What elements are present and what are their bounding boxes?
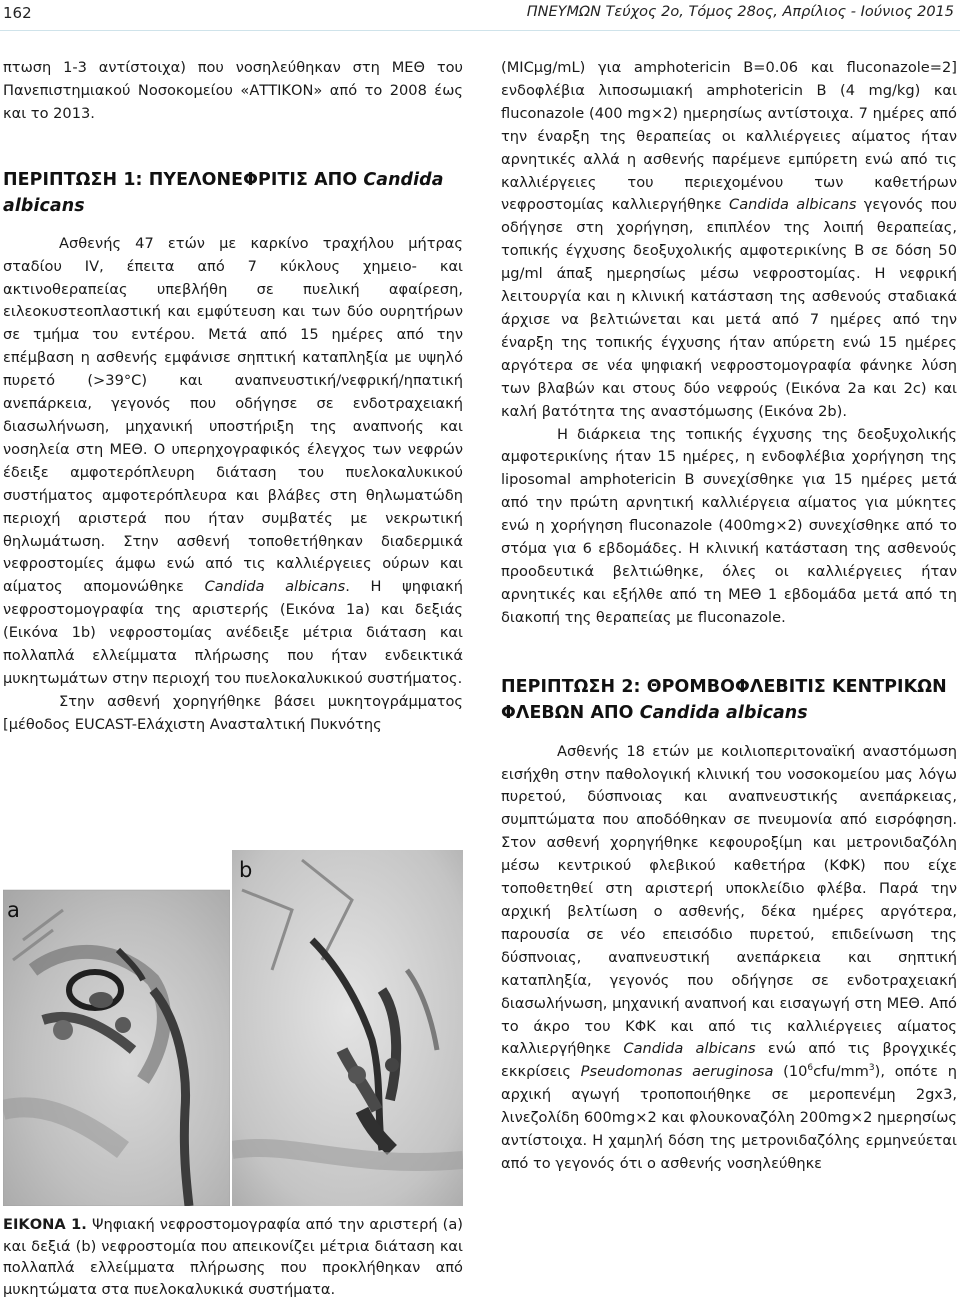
left-column <box>3 57 463 737</box>
case2-text-b: ενώ από τις βρογχικές εκκρίσεις <box>501 1040 958 1081</box>
caption-label: ΕΙΚΟΝΑ 1. <box>3 1216 87 1233</box>
case1-heading-species: Candida albicans <box>3 169 444 216</box>
case1-cont-species: Candida albicans <box>729 196 857 214</box>
case2-text-c: (10 <box>783 1063 808 1081</box>
case2-heading <box>501 674 957 726</box>
case2-text-d: cfu/mm <box>813 1063 869 1081</box>
case2-paragraph <box>501 741 957 1176</box>
case2-species-2: Pseudomonas aeruginosa <box>580 1063 774 1081</box>
case2-text-e: ), οπότε η αρχική αγωγή τροποποιήθηκε σε μεροπενέμη 2gx3, λινεζολίδη 600mg×2 και φλουκοναζόλη 200mg×2 ημερησίως αντίστοιχα. Η χαμηλή δόση της μετρονιδαζόλης ερμηνεύεται από το γεγονός ότι ο ασθενής νοσηλεύθηκε <box>501 1063 957 1172</box>
figure-1 <box>3 850 463 1208</box>
header-rule <box>0 30 960 31</box>
figure-1b-panel <box>232 850 463 1206</box>
running-header <box>0 0 960 31</box>
case2-heading-species: Candida albicans <box>639 702 808 723</box>
case2-species-1: Candida albicans <box>623 1040 756 1058</box>
right-column <box>501 57 957 1176</box>
case1-outcome-paragraph: Η διάρκεια της τοπικής έγχυσης της δεοξυχολικής αμφοτερικίνης ήταν 15 ημέρες, η ενδοφλέβια χορήγηση της liposomal amphotericin B συνεχίσθηκε για 15 ημέρες μετά από την πρώτη αρνητική καλλιέργεια αίματος για μύκητες ενώ η χορήγηση fluconazole (400mg×2) συνεχίσθηκε από το στόμα για 6 εβδομάδες. Η κλινική κατάσταση της ασθενούς προοδευτικά βελτιώθηκε, όλες οι καλλιέργειες ήταν αρνητικές και εξήλθε από τη ΜΕΘ 1 εβδομάδα μετά από τη διακοπή της θεραπείας με fluconazole. <box>501 425 957 626</box>
panel-a-label: a <box>7 898 20 922</box>
case1-continuation-paragraph <box>501 57 957 424</box>
case1-paragraph-1 <box>3 233 463 691</box>
nephrostogram-right-image <box>232 850 463 1206</box>
case2-sup-2: 3 <box>868 1063 875 1074</box>
figure-1a-panel <box>3 850 230 1206</box>
case1-p1-species: Candida albicans <box>204 578 346 596</box>
case1-paragraph-2: Στην ασθενή χορηγήθηκε βάσει μυκητογράμματος [μέθοδος EUCAST-Ελάχιστη Ανασταλτική Πυκνότης <box>3 692 463 733</box>
nephrostogram-left-image <box>3 850 230 1206</box>
page-number: 162 <box>3 4 32 22</box>
case1-cont-text-b: γεγονός που οδήγησε στη χορήγηση, επιπλέον της λοιπή θεραπείας, τοπικής έγχυσης δεοξυχολικής αμφοτερικίνης Β σε δόση 50 μg/ml άπαξ ημερησίως μέσω νεφροστομίας. Η νεφρική λειτουργία και η κλινική κατάσταση της ασθενούς σταδιακά άρχισε να βελτιώνεται και μετά από 7 ημέρες από την έναρξη της τοπικής έγχυσης ήταν απύρετη ενώ 15 ημέρες αργότερα σε νέα ψηφιακή νεφροστομογραφία φάνηκε λύση των βλαβών και στους δύο νεφρούς (Εικόνα 2a και 2c) και καλή βατότητα της αναστόμωσης (Εικόνα 2b). <box>501 196 957 420</box>
case1-heading <box>3 167 463 219</box>
caption-text: Ψηφιακή νεφροστομογραφία από την αριστερή (a) και δεξιά (b) νεφροστομία που απεικονίζει μέτρια διάταση και πολλαπλά ελλείμματα πλήρωσης που προκλήθηκαν από μυκητώματα στα πυελοκαλυκικά συστήματα. <box>3 1216 464 1298</box>
figure-1-caption <box>3 1214 463 1300</box>
case2-heading-text: ΠΕΡΙΠΤΩΣΗ 2: ΘΡΟΜΒΟΦΛΕΒΙΤΙΣ ΚΕΝΤΡΙΚΩΝ ΦΛΕΒΩΝ ΑΠΟ <box>501 676 947 723</box>
panel-b-label: b <box>239 858 253 882</box>
case1-p1-text-b: . Η ψηφιακή νεφροστομογραφία της αριστερής (Εικόνα 1a) και δεξιάς (Εικόνα 1b) νεφροστομίας ανέδειξε μέτρια διάταση και πολλαπλά ελλείμματα πλήρωσης που ήταν ενδεικτικά μυκητωμάτων στην περιοχή του πυελοκαλυκικού συστήματος. <box>3 578 463 687</box>
case2-sup-1: 6 <box>807 1063 814 1074</box>
case1-heading-text: ΠΕΡΙΠΤΩΣΗ 1: ΠΥΕΛΟΝΕΦΡΙΤΙΣ ΑΠΟ <box>3 169 358 190</box>
case1-p1-text-a: Ασθενής 47 ετών με καρκίνο τραχήλου μήτρας σταδίου IV, έπειτα από 7 κύκλους χημειο- και ακτινοθεραπείας υπεβλήθη σε πυελική αφαίρεση, ειλεοκυστεοπλαστική και εμφύτευση και των δύο ουρητήρων σε τμήμα του εντέρου. Μετά από 15 ημέρες από την επέμβαση η ασθενής εμφάνισε σηπτική καταπληξία με υψηλό πυρετό (>39°C) και αναπνευστική/νεφρική/ηπατική ανεπάρκεια, γεγονός που οδήγησε σε ενδοτραχειακή διασωλήνωση, μηχανική υποστήριξη της αναπνοής και νοσηλεία στη ΜΕΘ. Ο υπερηχογραφικός έλεγχος των νεφρών έδειξε αμφοτερόπλευρη διάταση του πυελοκαλυκικού συστήματος αμφοτερόπλευρα και βλάβες στη θηλωματώδη περιοχή αριστερά που ήταν συμβατές με νεκρωτική θηλωμάτωση. Στην ασθενή τοποθετήθηκαν διαδερμικά νεφροστομίες άμφω ενώ από τις καλλιέργειες ούρων και αίματος απομονώθηκε <box>3 234 463 596</box>
intro-paragraph: πτωση 1-3 αντίστοιχα) που νοσηλεύθηκαν στη ΜΕΘ του Πανεπιστημιακού Νοσοκομείου «ΑΤΤΙΚΟΝ» από το 2008 έως και το 2013. <box>3 59 463 122</box>
case1-cont-text-a: (MICμg/mL) για amphotericin B=0.06 και fluconazole=2] ενδοφλέβια λιποσωμιακή amphotericin B (4 mg/kg) και fluconazole (400 mg×2) ημερησίως αντίστοιχα. 7 ημέρες από την έναρξη της θεραπείας οι καλλιέργειες αίματος ήταν αρνητικές αλλά η ασθενής παρέμενε εμπύρετη ενώ από τις καλλιέργειες του περιεχομένου των καθετήρων νεφροστομίας καλλιεργήθηκε <box>501 59 957 214</box>
journal-citation: ΠΝΕΥΜΩΝ Τεύχος 2ο, Τόμος 28ος, Απρίλιος - Ιούνιος 2015 <box>526 4 954 20</box>
case2-text-a: Ασθενής 18 ετών με κοιλιοπεριτοναϊκή αναστόμωση εισήχθη στην παθολογική κλινική του νοσοκομείου μας λόγω πυρετού, δύσπνοιας και αναπνευστικής ανεπάρκειας, συμπτώματα που αποδόθηκαν σε πνευμονία από εισρόφηση. Στον ασθενή χορηγήθηκε κεφουροξίμη και μετρονιδαζόλη μέσω κεντρικού φλεβικού καθετήρα (ΚΦΚ) που είχε τοποθετηθεί στη αριστερή υποκλείδιο φλέβα. Παρά την αρχική βελτίωση ο ασθενής, δέκα ημέρες αργότερα, παρουσία σε νέο επεισόδιο πυρετού, επιδείνωση της δύσπνοιας, αναπνευστική ανεπάρκεια και σηπτική καταπληξία, γεγονός που οδήγησε σε ενδοτραχειακή διασωλήνωση, μηχανική αναπνοή και εισαγωγή στη ΜΕΘ. Από το άκρο του ΚΦΚ και από τις καλλιέργειες αίματος καλλιεργήθηκε <box>501 742 957 1058</box>
